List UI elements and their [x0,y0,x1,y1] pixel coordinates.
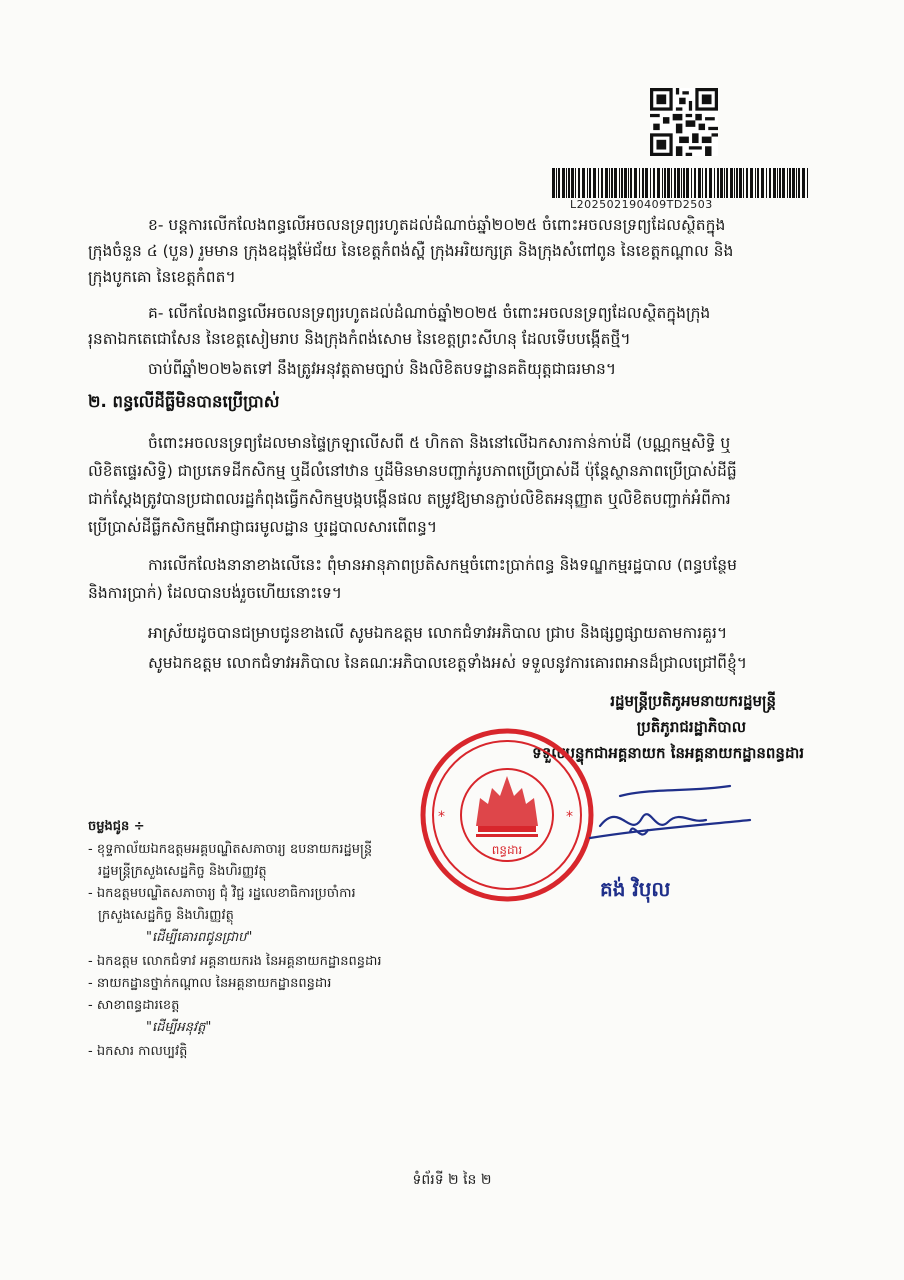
barcode-bar [611,168,613,198]
barcode-bar [714,168,715,198]
barcode-bar [664,168,666,198]
cc-line-10: - ឯកសារ កាលប្បវត្តិ [88,1044,188,1059]
barcode-bar [609,168,610,198]
barcode-bar [650,168,651,198]
section-2-line-3: ជាក់ស្ដែងត្រូវបានប្រជាពលរដ្ឋកំពុងធ្វើកសិកម្មបង្កបង្កើនផល តម្រូវឱ្យមានភ្ជាប់លិខិតអនុញ្ញាត ឬលិខិតបញ្ជាក់អំពីការ [88,490,731,508]
barcode-bar [582,168,585,198]
cc-line-2: រដ្ឋមន្ត្រីក្រសួងសេដ្ឋកិច្ច និងហិរញ្ញវត្ថុ [98,864,267,879]
barcode-bar [798,168,800,198]
barcode-bar [750,168,753,198]
signer-name: គង់ វិបុល [600,877,671,901]
cc-line-6: - ឯកឧត្តម លោកជំទាវ អគ្គនាយករង នៃអគ្គនាយកដ្ឋានពន្ធដារ [88,954,382,969]
barcode-bar [558,168,560,198]
item-kha-line-2: ក្រុងចំនួន ៤ (បួន) រួមមាន ក្រុងឧដុង្គម៉ែជ័យ នៃខេត្តកំពង់ស្ពឺ ក្រុងអរិយក្សត្រ និងក្រុងសំពៅពូន នៃខេត្តកណ្ដាល និង [88,242,734,260]
signatory-title-2: ប្រតិភូរាជរដ្ឋាភិបាល [636,718,746,736]
barcode-bar [677,168,680,198]
barcode-bar [709,168,712,198]
barcode-bar [556,168,557,198]
barcode-bar [736,168,738,198]
barcode-bar [691,168,692,198]
closing-line-1: អាស្រ័យដូចបានជម្រាបជូនខាងលើ សូមឯកឧត្តម លោកជំទាវអភិបាល ជ្រាប និងផ្សព្វផ្សាយតាមការគួរ។ [148,624,728,642]
barcode-bar [807,168,808,198]
barcode-bar [787,168,788,198]
barcode-bar [587,168,588,198]
barcode-bar [694,168,696,198]
barcode-bar [589,168,591,198]
barcode-bar [761,168,764,198]
signatory-title-3: ទទួលបន្ទុកជាអគ្គនាយក នៃអគ្គនាយកដ្ឋានពន្ធដារ [532,744,804,762]
barcode-bar [621,168,623,198]
closing-line-2: សូមឯកឧត្តម លោកជំទាវអភិបាល នៃគណៈអភិបាលខេត្តទាំងអស់ ទទួលនូវការគោរពអានដ៏ជ្រាលជ្រៅពីខ្ញុំ។ [148,654,748,672]
barcode-bar [726,168,728,198]
barcode-bar [628,168,629,198]
barcode-bar [645,168,648,198]
barcode-bar [634,168,637,198]
cc-line-4: ក្រសួងសេដ្ឋកិច្ច និងហិរញ្ញវត្ថុ [98,908,234,923]
barcode-bar [619,168,620,198]
cc-title: ចម្លងជូន ÷ [88,819,145,834]
svg-text:*: * [566,809,573,825]
barcode-bar [698,168,701,198]
signatory-title-1: រដ្ឋមន្ត្រីប្រតិភូអមនាយករដ្ឋមន្ត្រី [610,692,776,710]
barcode-bar [674,168,676,198]
barcode-bar [578,168,580,198]
barcode [552,168,812,198]
barcode-bar [789,168,791,198]
barcode-bar [746,168,748,198]
section-2-line-1: ចំពោះអចលនទ្រព្យដែលមានផ្ទៃក្រឡាលើសពី ៥ ហិកតា និងនៅលើឯកសារកាន់កាប់ដី (បណ្ណកម្មសិទ្ធិ ឬ [148,434,731,452]
cc-line-3: - ឯកឧត្តមបណ្ឌិតសភាចារ្យ ជុំ វិជ្ជ រដ្ឋលេខាធិការប្រចាំការ [88,886,356,901]
barcode-bar [630,168,632,198]
barcode-bar [575,168,576,198]
handwritten-signature [560,780,760,860]
cc-line-5: "ដើម្បីគោរពជូនជ្រាប" [146,930,253,945]
barcode-bar [601,168,603,198]
qr-code [650,88,718,156]
barcode-bar [593,168,596,198]
item-kha-line-3: ក្រុងបូកគោ នៃខេត្តកំពត។ [88,268,236,286]
barcode-bar [702,168,703,198]
svg-text:*: * [438,809,445,825]
barcode-bar [796,168,797,198]
cc-line-1: - ខុទ្ទកាល័យឯកឧត្តមអគ្គបណ្ឌិតសភាចារ្យ ឧបនាយករដ្ឋមន្ត្រី [88,842,373,857]
barcode-bar [755,168,756,198]
exemption-line-2: និងការប្រាក់) ដែលបានបង់រួចហើយនោះទេ។ [88,584,342,602]
barcode-bar [605,168,608,198]
barcode-bar [566,168,567,198]
barcode-bar [730,168,733,198]
barcode-bar [739,168,742,198]
barcode-bar [598,168,599,198]
cc-line-8: - សាខាពន្ធដារខេត្ត [88,998,180,1013]
item-ko-line-1: គ- លើកលែងពន្ធលើអចលនទ្រព្យរហូតដល់ដំណាច់ឆ្នាំ២០២៥ ចំពោះអចលនទ្រព្យដែលស្ថិតក្នុងក្រុង [148,304,711,322]
barcode-bar [568,168,570,198]
barcode-bar [777,168,778,198]
barcode-bar [662,168,663,198]
section-2-line-2: លិខិតផ្ទេរសិទ្ធិ) ជាប្រភេទដីកសិកម្ម ឬដីលំនៅឋាន ឬដីមិនមានបញ្ជាក់រូបភាពប្រើប្រាស់ដី ប៉ុន្តែស្ថានភាពប្រើប្រាស់ដីធ្លី [88,462,737,480]
cc-line-7: - នាយកដ្ឋានថ្នាក់កណ្ដាល នៃអគ្គនាយកដ្ឋានពន្ធដារ [88,976,332,991]
barcode-bar [683,168,685,198]
barcode-bar [671,168,672,198]
barcode-bar [562,168,565,198]
page-number: ទំព័រទី ២ នៃ ២ [412,1172,492,1188]
barcode-bar [657,168,660,198]
from-2026-text: ចាប់ពីឆ្នាំ២០២៦តទៅ នឹងត្រូវអនុវត្តតាមច្បាប់ និងលិខិតបទដ្ឋានគតិយុត្តជាធរមាន។ [148,360,617,378]
seal-center-text: ពន្ធដារ [491,843,523,857]
barcode-bar [743,168,744,198]
barcode-bar [766,168,767,198]
barcode-bar [779,168,781,198]
barcode-bar [724,168,725,198]
item-kha-line-1: ខ- បន្តការលើកលែងពន្ធលើអចលនទ្រព្យរហូតដល់ដំណាច់ឆ្នាំ២០២៥ ចំពោះអចលនទ្រព្យដែលស្ថិតក្នុង [148,216,726,234]
barcode-bar [667,168,670,198]
barcode-bar [802,168,805,198]
barcode-bar [552,168,555,198]
section-2-heading: ២. ពន្ធលើដីធ្លីមិនបានប្រើប្រាស់ [88,392,280,411]
barcode-bar [705,168,707,198]
cc-line-9: "ដើម្បីអនុវត្ត" [146,1020,212,1035]
barcode-bar [642,168,644,198]
barcode-bar [717,168,719,198]
barcode-bar [792,168,795,198]
barcode-bar [614,168,617,198]
barcode-bar [681,168,682,198]
barcode-bar [782,168,785,198]
barcode-number: L202502190409TD2503 [570,198,713,211]
barcode-bar [639,168,640,198]
barcode-bar [769,168,771,198]
barcode-bar [653,168,655,198]
barcode-bar [773,168,776,198]
barcode-bar [720,168,723,198]
barcode-bar [734,168,735,198]
barcode-bar [686,168,689,198]
barcode-bar [571,168,574,198]
exemption-line-1: ការលើកលែងនានាខាងលើនេះ ពុំមានអានុភាពប្រតិសកម្មចំពោះប្រាក់ពន្ធ និងទណ្ឌកម្មរដ្ឋបាល (ពន្ធបន្ថែម [148,556,737,574]
barcode-bar [624,168,627,198]
barcode-bar [757,168,759,198]
item-ko-line-2: រុនតាឯកតេជោសែន នៃខេត្តសៀមរាប និងក្រុងកំពង់សោម នៃខេត្តព្រះសីហនុ ដែលទើបបង្កើតថ្មី។ [88,330,631,348]
section-2-line-4: ប្រើប្រាស់ដីធ្លីកសិកម្មពីអាជ្ញាធរមូលដ្ឋាន ឬរដ្ឋបាលសារពើពន្ធ។ [88,518,438,536]
